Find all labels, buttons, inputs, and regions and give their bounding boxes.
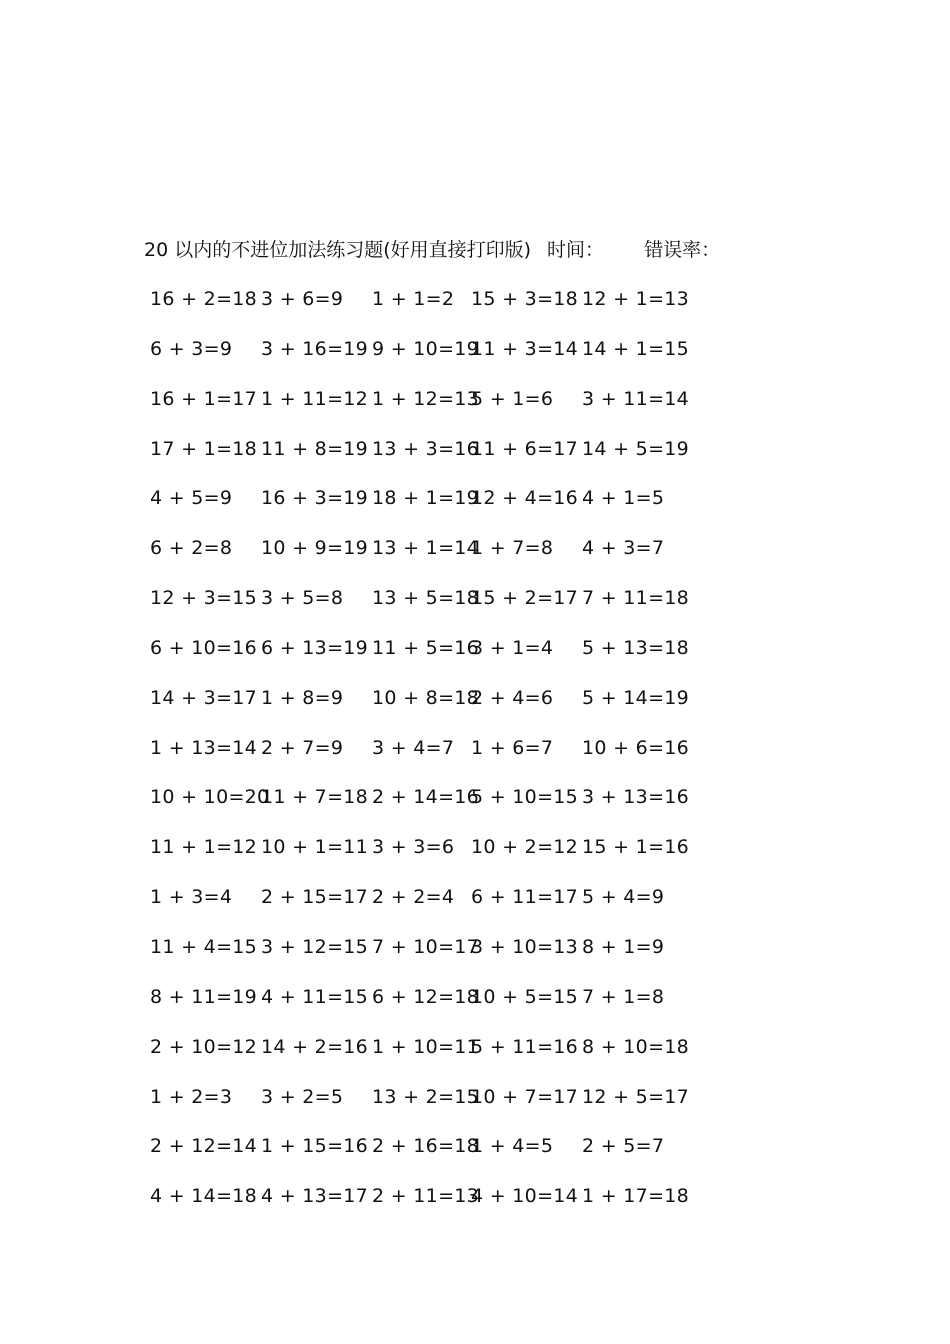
problem-row [0,1133,950,1183]
problem-cell: 5 + 14=19 [582,686,690,709]
problem-row [0,1183,950,1233]
problem-cell: 13 + 3=16 [372,437,480,460]
problem-cell: 4 + 3=7 [582,537,665,560]
problem-cell: 7 + 11=18 [582,587,690,610]
problem-cell: 1 + 6=7 [471,736,554,759]
problem-cell: 3 + 1=4 [471,636,554,659]
problem-cell: 17 + 1=18 [150,437,258,460]
problem-row [0,984,950,1034]
problem-row [0,386,950,436]
problem-cell: 3 + 11=14 [582,387,690,410]
problem-cell: 1 + 7=8 [471,537,554,560]
problem-row [0,585,950,635]
problem-cell: 10 + 8=18 [372,686,480,709]
problem-cell: 11 + 3=14 [471,337,579,360]
problem-cell: 4 + 14=18 [150,1185,258,1208]
problem-cell: 1 + 10=11 [372,1035,480,1058]
problem-cell: 11 + 6=17 [471,437,579,460]
problem-cell: 15 + 2=17 [471,587,579,610]
problem-cell: 4 + 5=9 [150,487,233,510]
problem-cell: 16 + 3=19 [261,487,369,510]
problem-row [0,735,950,785]
problem-cell: 13 + 5=18 [372,587,480,610]
problem-row [0,834,950,884]
problem-cell: 10 + 1=11 [261,836,369,859]
problem-row [0,884,950,934]
error-rate-label: 错误率： [644,239,721,261]
problem-cell: 3 + 16=19 [261,337,369,360]
problem-cell: 3 + 5=8 [261,587,344,610]
problem-cell: 5 + 4=9 [582,886,665,909]
problem-cell: 8 + 10=18 [582,1035,690,1058]
problem-cell: 3 + 3=6 [372,836,455,859]
problem-cell: 13 + 1=14 [372,537,480,560]
problem-cell: 14 + 1=15 [582,337,690,360]
problem-cell: 1 + 1=2 [372,288,455,310]
problem-cell: 2 + 2=4 [372,886,455,909]
problem-cell: 14 + 2=16 [261,1035,369,1058]
problem-cell: 7 + 10=17 [372,935,480,958]
problem-cell: 10 + 5=15 [471,985,579,1008]
problem-cell: 10 + 10=20 [150,786,270,809]
problem-cell: 12 + 4=16 [471,487,579,510]
problem-cell: 6 + 12=18 [372,985,480,1008]
problem-cell: 1 + 8=9 [261,686,344,709]
problem-cell: 1 + 17=18 [582,1185,690,1208]
problem-cell: 3 + 4=7 [372,736,455,759]
problem-cell: 2 + 10=12 [150,1035,258,1058]
problem-cell: 2 + 15=17 [261,886,369,909]
problem-cell: 2 + 5=7 [582,1135,665,1158]
problem-cell: 10 + 9=19 [261,537,369,560]
problem-cell: 3 + 13=16 [582,786,690,809]
problem-cell: 13 + 2=15 [372,1085,480,1108]
problem-cell: 4 + 13=17 [261,1185,369,1208]
problem-cell: 1 + 4=5 [471,1135,554,1158]
problem-row [0,1084,950,1134]
problem-row [0,485,950,535]
problem-cell: 1 + 13=14 [150,736,258,759]
problem-cell: 5 + 10=15 [471,786,579,809]
problem-cell: 2 + 14=16 [372,786,480,809]
problem-row [0,1034,950,1084]
problem-cell: 11 + 8=19 [261,437,369,460]
problem-cell: 6 + 3=9 [150,337,233,360]
problem-grid [0,286,950,1233]
problem-cell: 16 + 2=18 [150,288,258,310]
problem-cell: 4 + 11=15 [261,985,369,1008]
problem-cell: 4 + 10=14 [471,1185,579,1208]
problem-cell: 14 + 5=19 [582,437,690,460]
problem-cell: 3 + 6=9 [261,288,344,310]
problem-cell: 2 + 11=13 [372,1185,480,1208]
problem-cell: 6 + 2=8 [150,537,233,560]
problem-cell: 12 + 1=13 [582,288,690,310]
problem-cell: 11 + 7=18 [261,786,369,809]
problem-cell: 10 + 7=17 [471,1085,579,1108]
problem-row [0,934,950,984]
problem-cell: 2 + 4=6 [471,686,554,709]
problem-cell: 11 + 4=15 [150,935,258,958]
problem-cell: 11 + 1=12 [150,836,258,859]
problem-cell: 1 + 3=4 [150,886,233,909]
problem-cell: 5 + 1=6 [471,387,554,410]
problem-row [0,784,950,834]
problem-cell: 12 + 3=15 [150,587,258,610]
problem-row [0,685,950,735]
worksheet-header [144,236,720,264]
problem-cell: 2 + 7=9 [261,736,344,759]
problem-cell: 6 + 10=16 [150,636,258,659]
problem-cell: 18 + 1=19 [372,487,480,510]
problem-cell: 1 + 11=12 [261,387,369,410]
problem-cell: 4 + 1=5 [582,487,665,510]
problem-cell: 15 + 3=18 [471,288,579,310]
problem-cell: 2 + 12=14 [150,1135,258,1158]
problem-cell: 8 + 1=9 [582,935,665,958]
problem-cell: 8 + 11=19 [150,985,258,1008]
problem-cell: 3 + 10=13 [471,935,579,958]
problem-cell: 11 + 5=16 [372,636,480,659]
problem-cell: 14 + 3=17 [150,686,258,709]
time-label: 时间： [547,239,605,261]
problem-cell: 9 + 10=19 [372,337,480,360]
problem-cell: 1 + 2=3 [150,1085,233,1108]
problem-cell: 5 + 13=18 [582,636,690,659]
problem-cell: 1 + 15=16 [261,1135,369,1158]
problem-cell: 10 + 2=12 [471,836,579,859]
problem-cell: 7 + 1=8 [582,985,665,1008]
problem-row [0,635,950,685]
problem-cell: 6 + 13=19 [261,636,369,659]
problem-cell: 10 + 6=16 [582,736,690,759]
problem-cell: 6 + 11=17 [471,886,579,909]
problem-cell: 5 + 11=16 [471,1035,579,1058]
problem-cell: 16 + 1=17 [150,387,258,410]
problem-cell: 3 + 12=15 [261,935,369,958]
problem-row [0,286,950,336]
problem-cell: 3 + 2=5 [261,1085,344,1108]
problem-cell: 12 + 5=17 [582,1085,690,1108]
problem-row [0,436,950,486]
worksheet-title: 20 以内的不进位加法练习题(好用直接打印版) [144,239,532,261]
problem-cell: 1 + 12=13 [372,387,480,410]
problem-row [0,336,950,386]
problem-cell: 15 + 1=16 [582,836,690,859]
problem-row [0,535,950,585]
problem-cell: 2 + 16=18 [372,1135,480,1158]
